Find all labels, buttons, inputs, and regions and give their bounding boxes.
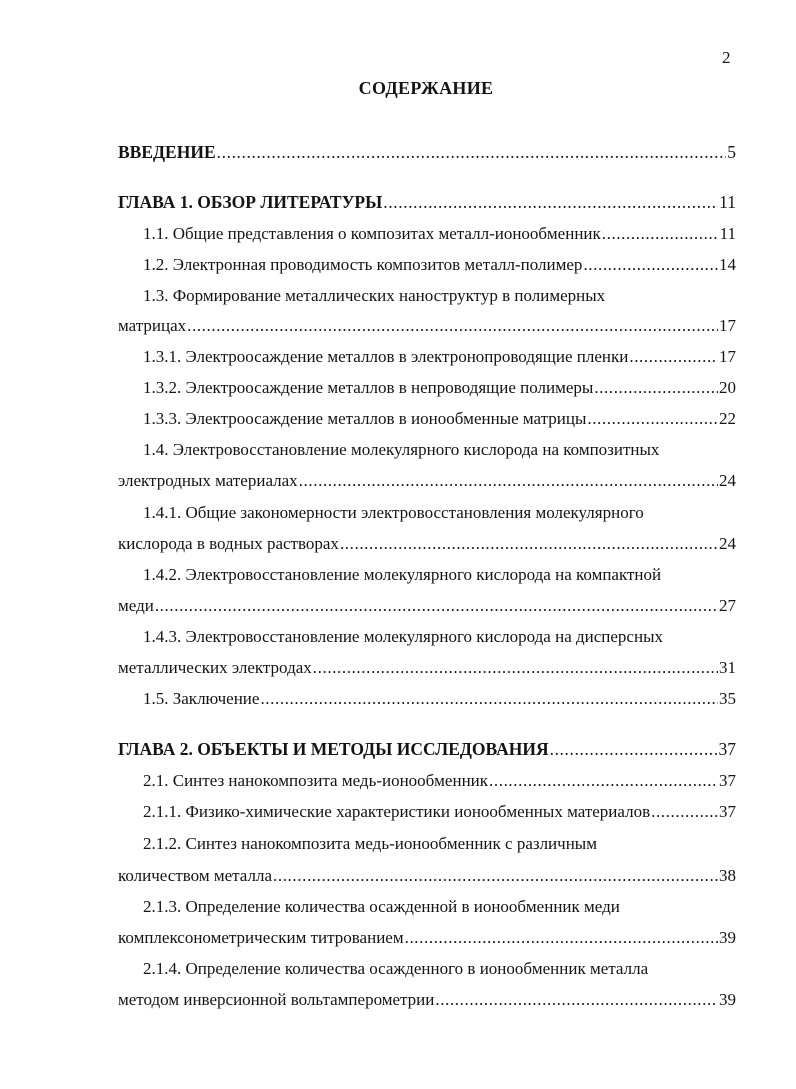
toc-entry-2-1-2 <box>118 866 736 886</box>
toc-entry-text: матрицах <box>118 316 187 335</box>
toc-page-number: 27 <box>719 596 736 615</box>
toc-entry-2-1-4 <box>118 990 736 1010</box>
toc-page-number: 11 <box>719 192 736 212</box>
toc-page-number: 20 <box>719 378 736 397</box>
toc-entry-text: 1.3.1. Электроосаждение металлов в электронопроводящие пленки <box>143 347 629 366</box>
toc-entry-1-5 <box>143 689 736 709</box>
toc-entry-1-4-3 <box>118 658 736 678</box>
toc-entry-text: 2.1. Синтез нанокомпозита медь-ионообменник <box>143 771 489 790</box>
toc-entry-text: 1.3.2. Электроосаждение металлов в непроводящие полимеры <box>143 378 594 397</box>
toc-page-number: 17 <box>719 347 736 366</box>
toc-entry-2-1-4-line1: 2.1.4. Определение количества осажденного в ионообменник металла <box>143 959 649 978</box>
toc-entry-1-4-2 <box>118 596 736 616</box>
toc-entry-1-4-line1: 1.4. Электровосстановление молекулярного кислорода на композитных <box>143 440 660 459</box>
toc-page-number: 14 <box>719 255 736 274</box>
toc-page-number: 24 <box>719 471 736 490</box>
toc-entry-text: 1.5. Заключение <box>143 689 260 708</box>
dot-leader <box>651 802 718 822</box>
toc-entry-1-4-1-line1: 1.4.1. Общие закономерности электровосстановления молекулярного <box>143 503 644 522</box>
toc-page-number: 37 <box>719 771 736 790</box>
toc-entry-text: комплексонометрическим титрованием <box>118 928 404 947</box>
dot-leader <box>405 928 718 948</box>
toc-page-number: 17 <box>719 316 736 335</box>
dot-leader <box>383 192 718 213</box>
toc-entry-1-4-3-line1: 1.4.3. Электровосстановление молекулярного кислорода на дисперсных <box>143 627 663 646</box>
toc-page-number: 37 <box>718 739 736 759</box>
toc-entry-text: электродных материалах <box>118 471 298 490</box>
toc-entry-1-3 <box>118 316 736 336</box>
toc-entry-text: металлических электродах <box>118 658 312 677</box>
toc-entry-text: ВВЕДЕНИЕ <box>118 142 216 162</box>
toc-entry-2-1-2-line1: 2.1.2. Синтез нанокомпозита медь-ионообменник с различным <box>143 834 597 853</box>
toc-entry-chapter-2 <box>118 739 736 760</box>
toc-entry-1-4-2-line1: 1.4.2. Электровосстановление молекулярного кислорода на компактной <box>143 565 662 584</box>
toc-entry-text: 1.1. Общие представления о композитах металл-ионообменник <box>143 224 601 243</box>
dot-leader <box>550 739 718 760</box>
toc-entry-1-3-1 <box>143 347 736 367</box>
toc-entry-2-1-3 <box>118 928 736 948</box>
toc-entry-intro <box>118 142 736 163</box>
toc-page-number: 35 <box>719 689 736 708</box>
toc-page-number: 39 <box>719 928 736 947</box>
page-number: 2 <box>722 48 731 67</box>
toc-entry-1-2 <box>143 255 736 275</box>
dot-leader <box>260 689 718 709</box>
toc-page-number: 31 <box>719 658 736 677</box>
toc-entry-2-1-1 <box>143 802 736 822</box>
dot-leader <box>187 316 718 336</box>
toc-page-number: 39 <box>719 990 736 1009</box>
dot-leader <box>583 255 718 275</box>
toc-entry-1-3-3 <box>143 409 736 429</box>
toc-entry-2-1-3-line1: 2.1.3. Определение количества осажденной в ионообменник меди <box>143 897 620 916</box>
toc-page-number: 38 <box>719 866 736 885</box>
toc-title: СОДЕРЖАНИЕ <box>358 78 494 98</box>
dot-leader <box>217 142 727 163</box>
toc-entry-1-1 <box>143 224 736 244</box>
toc-entry-text: 1.3.3. Электроосаждение металлов в ионообменные матрицы <box>143 409 587 428</box>
dot-leader <box>340 534 718 554</box>
toc-entry-text: методом инверсионной вольтамперометрии <box>118 990 435 1009</box>
toc-entry-1-4 <box>118 471 736 491</box>
dot-leader <box>602 224 719 244</box>
toc-entry-text: ГЛАВА 1. ОБЗОР ЛИТЕРАТУРЫ <box>118 192 383 212</box>
dot-leader <box>273 866 718 886</box>
toc-entry-1-4-1 <box>118 534 736 554</box>
toc-entry-text: 2.1.1. Физико-химические характеристики ионообменных материалов <box>143 802 651 821</box>
toc-page-number: 5 <box>727 142 736 162</box>
dot-leader <box>629 347 718 367</box>
toc-page-number: 22 <box>719 409 736 428</box>
toc-page-number: 24 <box>719 534 736 553</box>
dot-leader <box>594 378 718 398</box>
toc-entry-2-1 <box>143 771 736 791</box>
toc-page-number: 37 <box>719 802 736 821</box>
dot-leader <box>587 409 718 429</box>
dot-leader <box>299 471 718 491</box>
toc-entry-text: ГЛАВА 2. ОБЪЕКТЫ И МЕТОДЫ ИССЛЕДОВАНИЯ <box>118 739 549 759</box>
dot-leader <box>435 990 718 1010</box>
toc-entry-1-3-2 <box>143 378 736 398</box>
toc-entry-text: количеством металла <box>118 866 272 885</box>
toc-entry-chapter-1 <box>118 192 736 213</box>
toc-entry-text: кислорода в водных растворах <box>118 534 339 553</box>
toc-entry-text: 1.2. Электронная проводимость композитов металл-полимер <box>143 255 583 274</box>
dot-leader <box>489 771 718 791</box>
dot-leader <box>155 596 718 616</box>
dot-leader <box>313 658 718 678</box>
toc-page-number: 11 <box>719 224 736 243</box>
toc-entry-text: меди <box>118 596 154 615</box>
toc-entry-1-3-line1: 1.3. Формирование металлических наноструктур в полимерных <box>143 286 606 305</box>
